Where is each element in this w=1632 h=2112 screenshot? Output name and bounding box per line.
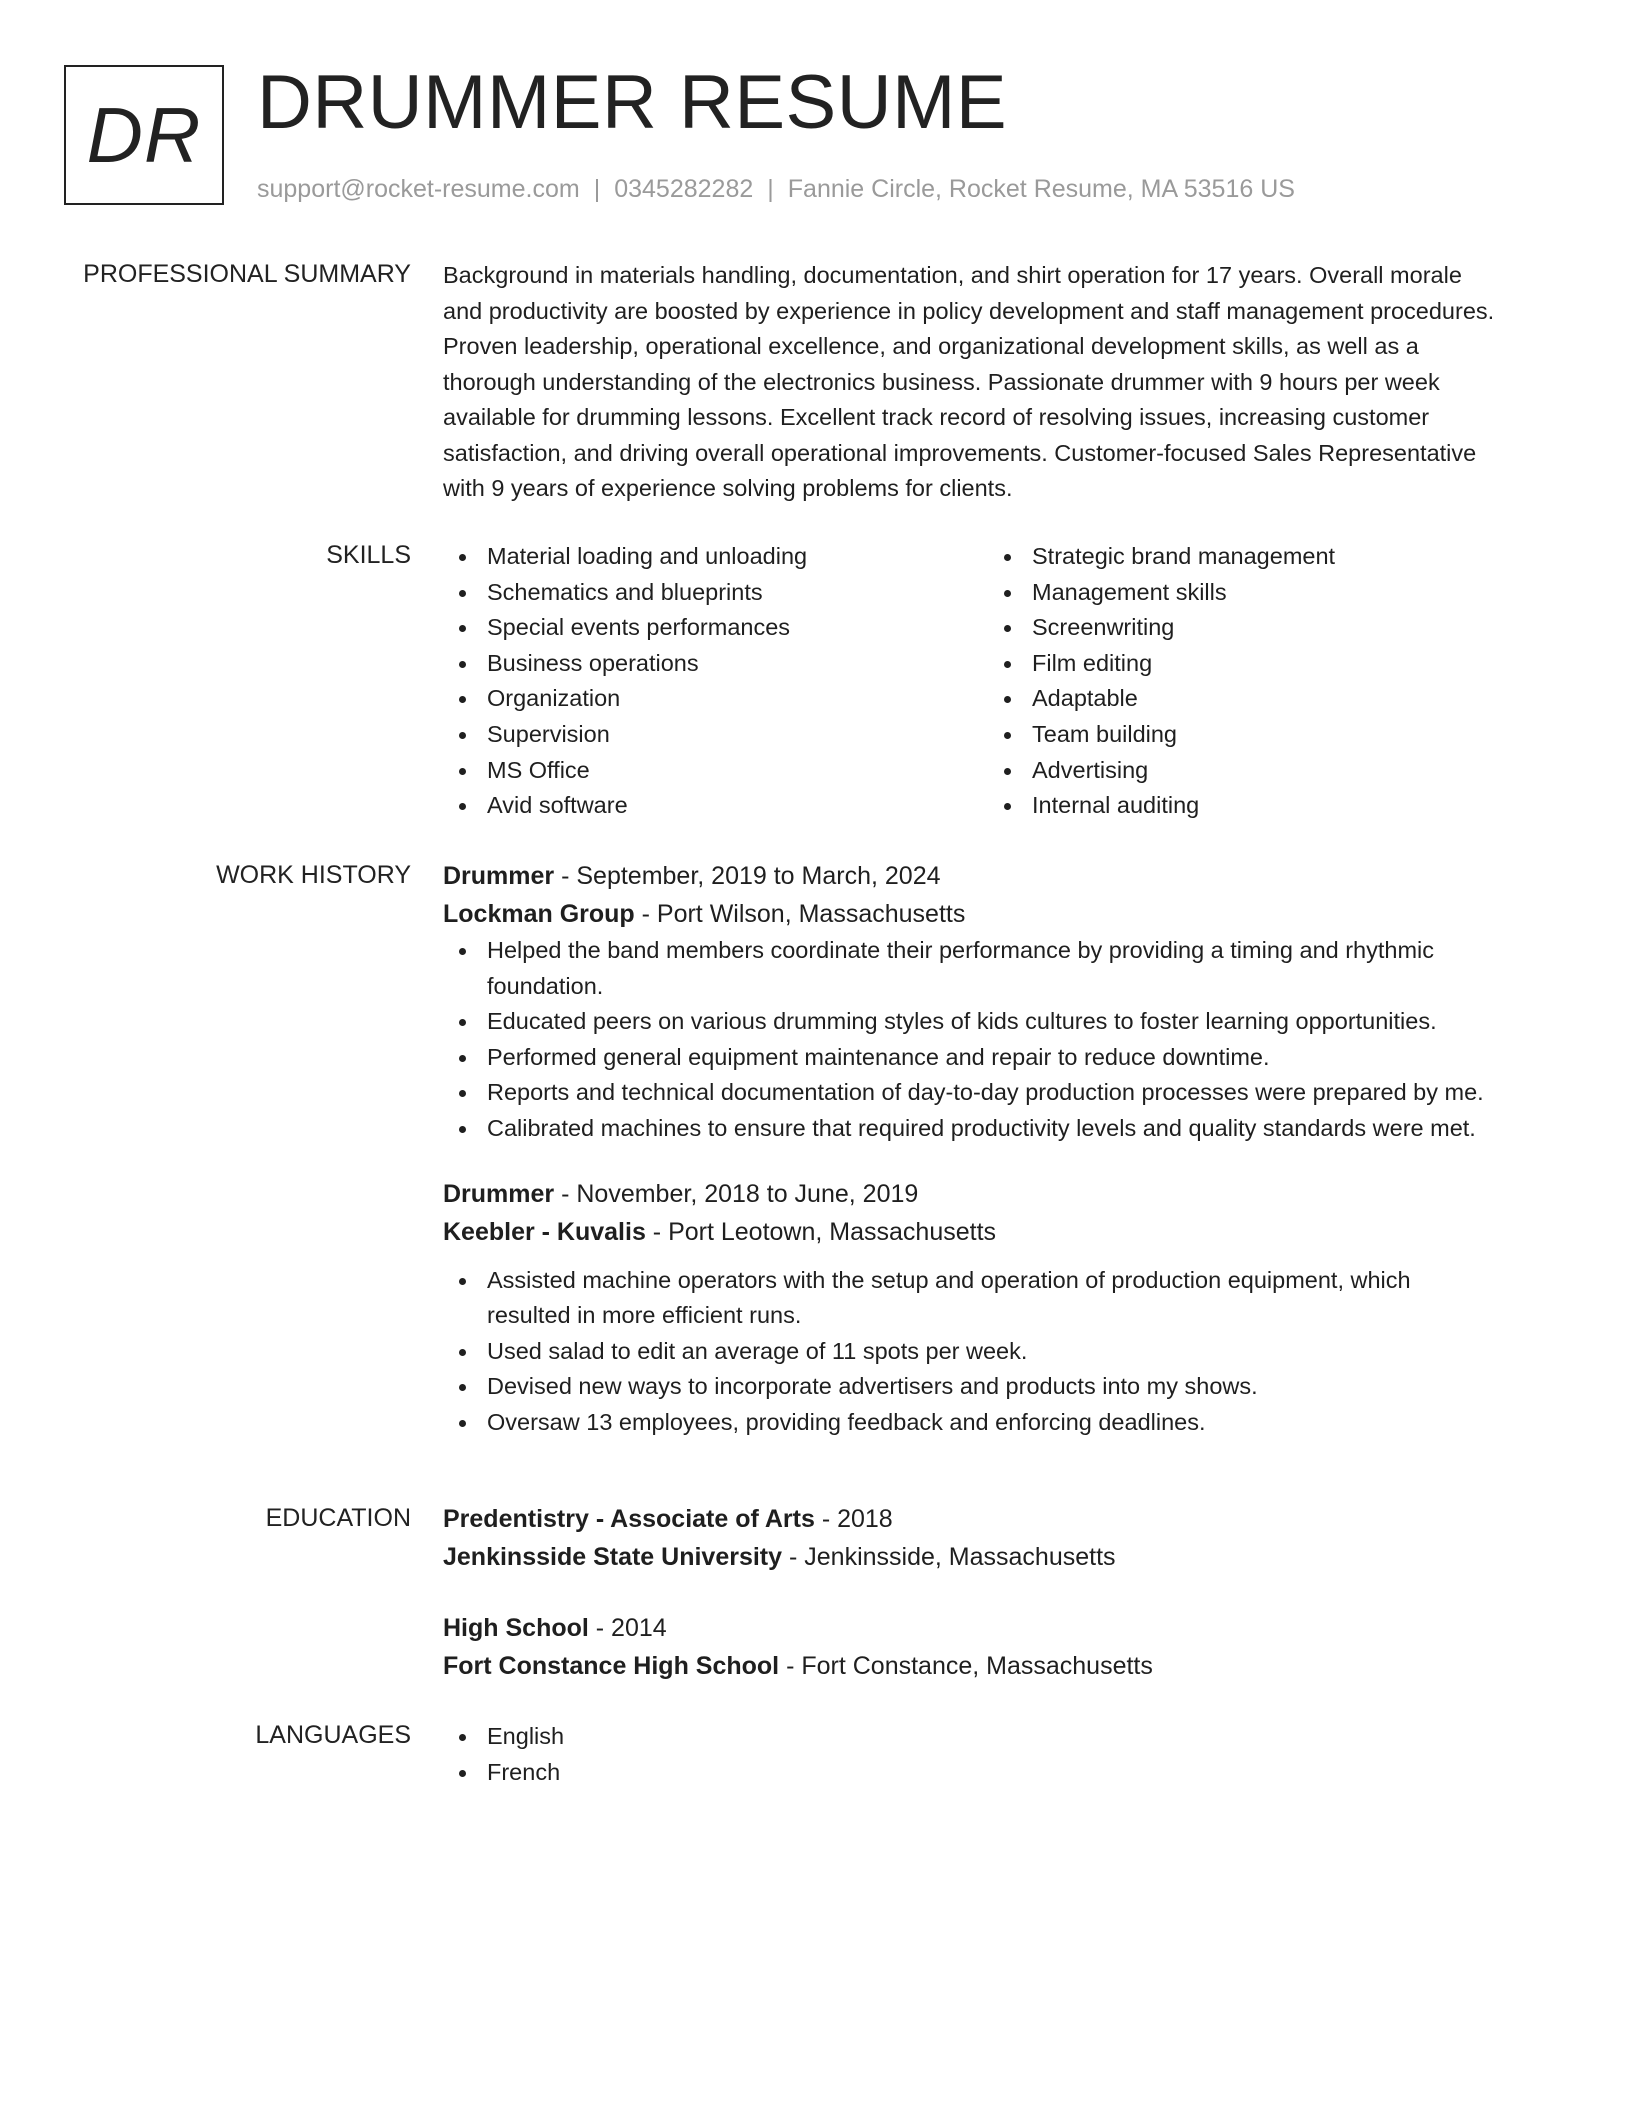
- skills-list-left: [443, 539, 988, 824]
- education-location: - Fort Constance, Massachusetts: [779, 1652, 1153, 1680]
- skill-item: Team building: [988, 717, 1533, 753]
- skill-item: Screenwriting: [988, 610, 1533, 646]
- skill-item: Supervision: [443, 717, 988, 753]
- job-bullet-text: Assisted machine operators with the setup and operation of production equipment, which: [487, 1266, 1411, 1293]
- resume-title: DRUMMER RESUME: [257, 60, 1008, 145]
- education-entry: [443, 1609, 1563, 1685]
- language-item: French: [443, 1755, 1563, 1791]
- job-dates: - September, 2019 to March, 2024: [554, 862, 941, 890]
- education-school-line: [443, 1538, 1563, 1576]
- education-degree: Predentistry - Associate of Arts: [443, 1505, 815, 1533]
- job-bullet: Performed general equipment maintenance and repair to reduce downtime.: [443, 1040, 1563, 1076]
- contact-line: [257, 174, 1295, 204]
- section-label-work-history: WORK HISTORY: [216, 861, 411, 889]
- skill-item: Film editing: [988, 646, 1533, 682]
- skill-item: Schematics and blueprints: [443, 575, 988, 611]
- summary-line: thorough understanding of the electronics business. Passionate drummer with 9 hours per week: [443, 368, 1440, 395]
- job-title-line: [443, 857, 1563, 895]
- monogram-initials: DR: [86, 90, 202, 179]
- summary-line: Proven leadership, operational excellence, and organizational development skills, as well as a: [443, 333, 1419, 359]
- job-bullet-text: resulted in more efficient runs.: [487, 1302, 802, 1329]
- summary-line: with 9 years of experience solving problems for clients.: [443, 475, 1013, 501]
- education-school: Jenkinsside State University: [443, 1543, 783, 1571]
- job-bullet: Used salad to edit an average of 11 spots per week.: [443, 1334, 1563, 1370]
- job-bullet-text: Helped the band members coordinate their performance by providing a timing and rhythmic: [487, 937, 1435, 963]
- job-company: Lockman Group: [443, 900, 635, 928]
- contact-address: Fannie Circle, Rocket Resume, MA 53516 US: [787, 175, 1295, 203]
- job-bullet: Devised new ways to incorporate advertisers and products into my shows.: [443, 1369, 1563, 1405]
- education-location: - Jenkinsside, Massachusetts: [782, 1543, 1116, 1571]
- contact-email: support@rocket-resume.com: [257, 175, 580, 203]
- education-year: - 2014: [588, 1614, 667, 1642]
- skill-item: Special events performances: [443, 610, 988, 646]
- job-bullets: [443, 1263, 1563, 1441]
- job-company: Keebler - Kuvalis: [443, 1217, 646, 1246]
- skill-item: Strategic brand management: [988, 539, 1533, 575]
- education-school-line: [443, 1647, 1563, 1685]
- summary-line: and productivity are boosted by experience in policy development and staff management procedures.: [443, 297, 1495, 324]
- work-history-body: [443, 857, 1563, 1441]
- languages-list: [443, 1719, 1563, 1790]
- skill-item: Internal auditing: [988, 788, 1533, 824]
- section-label-languages: LANGUAGES: [255, 1721, 411, 1749]
- skill-item: MS Office: [443, 753, 988, 789]
- summary-line: Background in materials handling, documentation, and shirt operation for 17 years. Overall morale: [443, 262, 1462, 288]
- job-bullet: Oversaw 13 employees, providing feedback and enforcing deadlines.: [443, 1405, 1563, 1441]
- job-bullet: [443, 933, 1563, 1004]
- job-bullet: Calibrated machines to ensure that required productivity levels and quality standards were met.: [443, 1111, 1563, 1147]
- job-company-line: [443, 1213, 1563, 1251]
- education-degree-line: [443, 1609, 1563, 1647]
- skill-item: Organization: [443, 681, 988, 717]
- job-bullet-text: foundation.: [487, 972, 604, 999]
- education-degree: High School: [443, 1614, 589, 1642]
- section-label-education: EDUCATION: [265, 1504, 411, 1532]
- job-title-line: [443, 1175, 1563, 1213]
- contact-separator: |: [593, 175, 601, 203]
- contact-separator: |: [767, 175, 774, 203]
- job-location: - Port Leotown, Massachusetts: [645, 1217, 997, 1246]
- education-entry: [443, 1500, 1563, 1576]
- education-degree-line: [443, 1500, 1563, 1538]
- job-bullets: [443, 933, 1563, 1147]
- job-bullet: Educated peers on various drumming styles of kids cultures to foster learning opportunities.: [443, 1004, 1563, 1040]
- summary-line: available for drumming lessons. Excellent track record of resolving issues, increasing customer: [443, 404, 1430, 430]
- summary-line: satisfaction, and driving overall operational improvements. Customer-focused Sales Representative: [443, 439, 1477, 466]
- job-bullet: Reports and technical documentation of day-to-day production processes were prepared by me.: [443, 1075, 1563, 1111]
- skill-item: Management skills: [988, 575, 1533, 611]
- languages-body: [443, 1719, 1563, 1790]
- job-title: Drummer: [443, 862, 555, 890]
- skill-item: Advertising: [988, 753, 1533, 789]
- skill-item: Business operations: [443, 646, 988, 682]
- job-title: Drummer: [443, 1179, 555, 1208]
- contact-phone: 0345282282: [614, 175, 754, 203]
- skill-item: Adaptable: [988, 681, 1533, 717]
- job-entry: [443, 857, 1563, 1147]
- job-dates: - November, 2018 to June, 2019: [554, 1179, 919, 1208]
- education-body: [443, 1500, 1563, 1685]
- language-item: English: [443, 1719, 1563, 1755]
- job-location: - Port Wilson, Massachusetts: [634, 900, 966, 928]
- job-company-line: [443, 895, 1563, 933]
- skill-item: Avid software: [443, 788, 988, 824]
- education-year: - 2018: [814, 1505, 893, 1533]
- skills-body: [443, 539, 1563, 824]
- section-label-summary: PROFESSIONAL SUMMARY: [83, 260, 411, 288]
- skill-item: Material loading and unloading: [443, 539, 988, 575]
- job-bullet: [443, 1263, 1563, 1334]
- summary-body: [443, 258, 1563, 507]
- skills-list-right: [988, 539, 1533, 824]
- education-school: Fort Constance High School: [443, 1652, 780, 1680]
- monogram-box: [64, 65, 224, 205]
- job-entry: [443, 1175, 1563, 1441]
- section-label-skills: SKILLS: [326, 541, 411, 569]
